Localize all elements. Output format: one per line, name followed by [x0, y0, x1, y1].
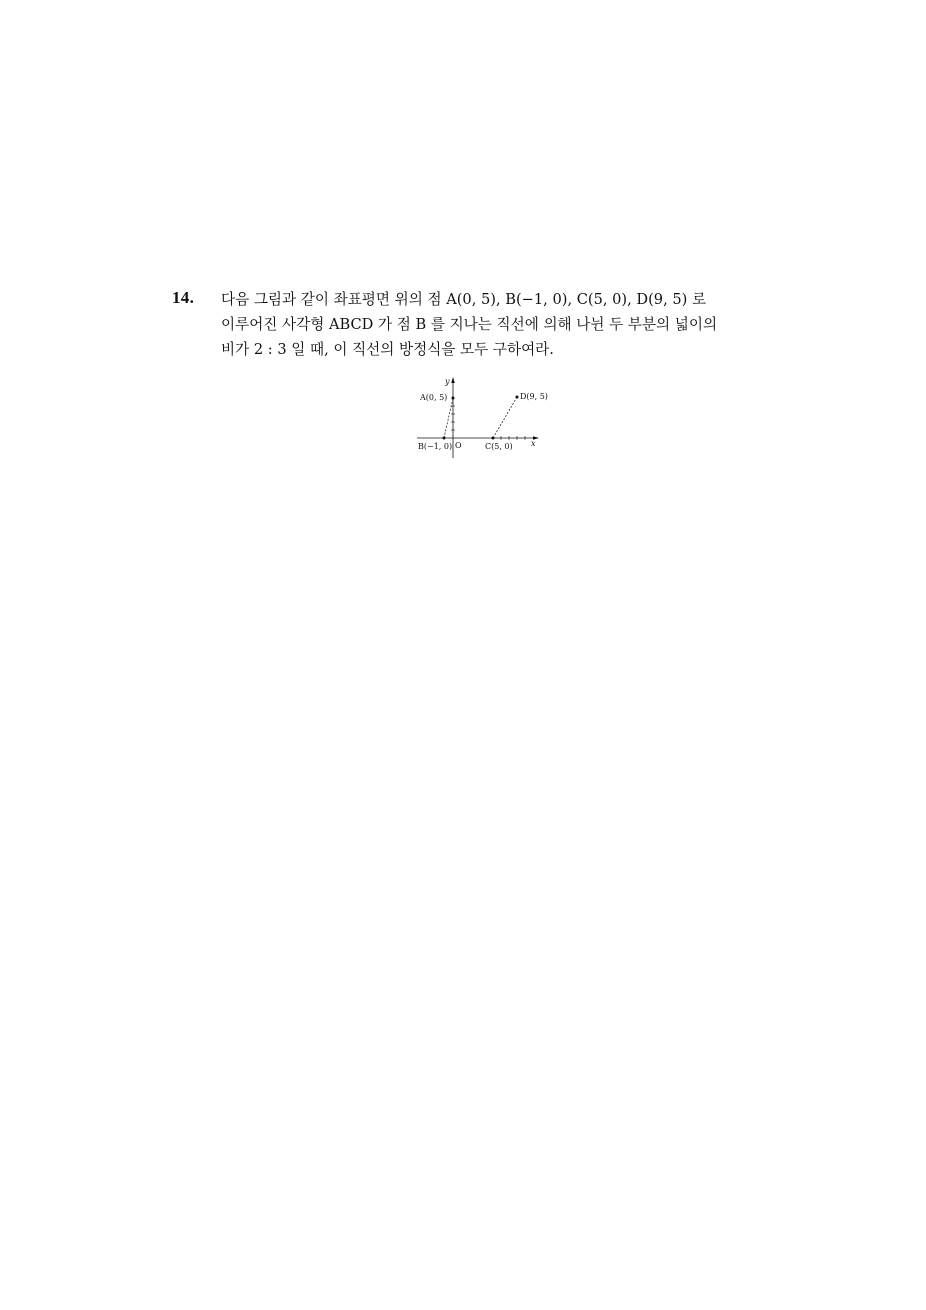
coordinate-figure: [413, 374, 555, 458]
problem-line-3: 비가 2 : 3 일 때, 이 직선의 방정식을 모두 구하여라.: [221, 341, 554, 358]
problem-number: 14.: [172, 288, 195, 307]
label-b: B(−1, 0): [418, 442, 453, 451]
label-c: C(5, 0): [485, 442, 513, 451]
label-origin: O: [455, 441, 462, 450]
point-a: [452, 397, 455, 400]
label-y-axis: y: [445, 377, 450, 386]
label-x-axis: x: [531, 439, 536, 448]
point-c: [492, 437, 495, 440]
problem-statement: [221, 287, 761, 362]
problem-line-2: 이루어진 사각형 ABCD 가 점 B 를 지나는 직선에 의해 나뉜 두 부분의 넓이의: [221, 316, 718, 333]
axis-ticks: [451, 406, 525, 440]
segment-ba: [444, 398, 453, 438]
label-d: D(9, 5): [520, 392, 548, 401]
problem-line-1: 다음 그림과 같이 좌표평면 위의 점 A(0, 5), B(−1, 0), C(5, 0), D(9, 5) 로: [221, 291, 707, 308]
coordinate-plane-svg: [413, 374, 555, 458]
y-axis-arrow: [451, 377, 455, 383]
segment-cd: [493, 397, 517, 438]
label-a: A(0, 5): [420, 393, 448, 402]
point-d: [516, 396, 519, 399]
point-b: [443, 437, 446, 440]
